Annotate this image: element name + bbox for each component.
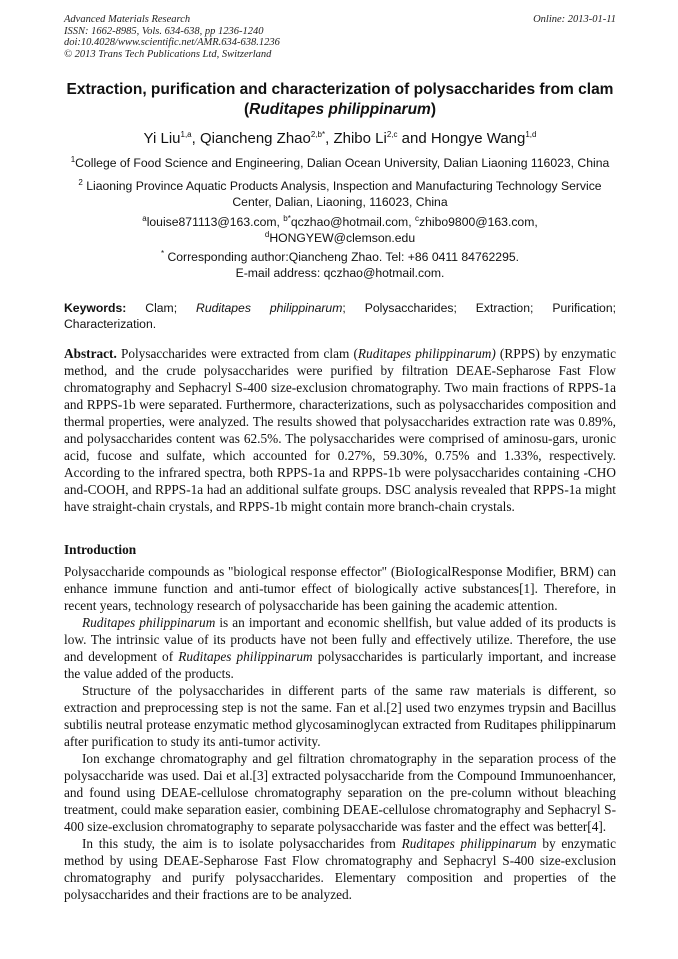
- affiliation-mark: 1: [70, 154, 76, 164]
- online-date: Online: 2013-01-11: [533, 14, 616, 25]
- title-end: ): [430, 101, 437, 118]
- paper-title: [64, 80, 616, 120]
- species-name: Ruditapes philippinarum: [82, 615, 216, 630]
- author-affiliation-mark: 2,b*: [310, 130, 326, 139]
- abstract-text: (RPPS) by enzymatic method, and the crude polysaccharides were purified by filtration DEAE-Sepharose Fast Flow chromatography and Sephacryl S-400 size-exclusion chromatography. Two main fractions of RPPS-1a and RPPS-1b were separated. Furthermore, characterizations, such as polysaccharides composition and thermal properties, were analyzed. The results showed that polysaccharides extraction rate was 0.89%, and polysaccharides content was 62.5%. The polysaccharides were comprised of aminosu-gars, uronic acid, fucose and sulfate, which accounted for 0.27%, 59.30%, 0.75% and 1.33%, respectively. According to the infrared spectra, both RPPS-1a and RPPS-1b were polysaccharides containing -CHO and-COOH, and RPPS-1a had an additional sulfate groups. DSC analysis revealed that RPPS-1a might have straight-chain crystals, and RPPS-1b might contain more branch-chain crystals.: [64, 346, 616, 514]
- corresponding-mark: *: [160, 248, 165, 258]
- paragraph-text: by enzymatic method by using DEAE-Sepharose Fast Flow chromatography and Sephacryl S-400 size-exclusion chromatography and purify polysaccharides. Elementary composition and properties of the polysaccharides and their fractions are to be analyzed.: [64, 836, 616, 902]
- doi-line: doi:10.4028/www.scientific.net/AMR.634-638.1236: [64, 37, 280, 48]
- author-name: and Hongye Wang: [397, 130, 526, 147]
- affiliation-text: College of Food Science and Engineering, Dalian Ocean University, Dalian Liaoning 116023, China: [75, 156, 610, 170]
- title-text: Extraction, purification and characterization of polysaccharides from clam (: [66, 81, 614, 118]
- keywords-text: ; Polysaccharides; Extraction; Purification; Characterization.: [64, 301, 616, 331]
- paragraph: Ion exchange chromatography and gel filtration chromatography in the separation process of the polysaccharide was used. Dai et al.[3] extracted polysaccharide from the Compound Immunoenhancer, and found using DEAE-cellulose chromatography separation on the pre-column without bleaching treatment, could make separation easier, combining DEAE-cellulose chromatography and Sephacryl S-400 size-exclusion chromatography to separate polysaccharide was faster and the effect was better[4].: [64, 751, 616, 834]
- keywords-text: Clam;: [126, 301, 197, 315]
- paragraph: [64, 614, 616, 682]
- email-mark: d: [264, 229, 270, 239]
- author-name: Yi Liu: [143, 130, 181, 147]
- affiliation-1: [64, 155, 616, 171]
- author-list: [64, 129, 616, 149]
- email-mark: a: [142, 213, 147, 223]
- affiliation-text: Liaoning Province Aquatic Products Analysis, Inspection and Manufacturing Technology Service Center, Dalian, Liaoning, 116023, China: [82, 179, 602, 209]
- corresponding-email: E-mail address: qczhao@hotmail.com.: [235, 266, 445, 280]
- affiliation-2: [64, 178, 616, 210]
- keywords-label: Keywords:: [64, 301, 127, 315]
- journal-header: [64, 14, 616, 60]
- abstract-text: Polysaccharides were extracted from clam (: [116, 346, 358, 361]
- paragraph-text: is an important and economic shellfish, but value added of its products is low. The intrinsic value of its products have not been fully and effectively utilize. Therefore, the use and development of: [64, 615, 616, 664]
- keywords: [64, 300, 616, 332]
- corresponding-text: Corresponding author:Qiancheng Zhao. Tel: +86 0411 84762295.: [164, 250, 520, 264]
- keywords-species: Ruditapes philippinarum: [196, 301, 343, 315]
- introduction-body: [64, 563, 616, 903]
- abstract: [64, 345, 616, 515]
- author-name: , Qiancheng Zhao: [191, 130, 311, 147]
- journal-name: Advanced Materials Research: [64, 14, 191, 25]
- paragraph: [64, 835, 616, 903]
- email-address: louise871113@163.com,: [146, 215, 284, 229]
- email-address: qczhao@hotmail.com,: [290, 215, 415, 229]
- paragraph-text: In this study, the aim is to isolate polysaccharides from: [82, 836, 402, 851]
- email-address: HONGYEW@clemson.edu: [269, 231, 416, 245]
- email-mark: b*: [283, 213, 291, 223]
- copyright-line: © 2013 Trans Tech Publications Ltd, Switzerland: [64, 48, 272, 60]
- author-name: , Zhibo Li: [325, 130, 387, 147]
- corresponding-author: [64, 249, 616, 281]
- paragraph: Polysaccharide compounds as "biological response effector" (BioIogicalResponse Modifier, BRM) can enhance immune function and anti-tumor effect of biologically active substances[1]. Therefore, in recent years, technology research of polysaccharide has been gaining the academic attention.: [64, 564, 616, 613]
- abstract-label: Abstract.: [64, 346, 117, 361]
- paragraph-text: polysaccharides is particularly important, and increase the value added of the products.: [64, 649, 616, 681]
- author-emails: [64, 214, 616, 246]
- title-species: Ruditapes philippinarum: [249, 101, 431, 118]
- introduction-heading: Introduction: [64, 542, 137, 557]
- paragraph: Structure of the polysaccharides in different parts of the same raw materials is different, so extraction and preprocessing step is not the same. Fan et al.[2] used two enzymes trypsin and Bacillus subtilis neutral protease enzymatic method glycosaminoglycan extracted from Ruditapes philippinarum after purification to study its anti-tumor activity.: [64, 683, 616, 749]
- email-address: zhibo9800@163.com,: [419, 215, 538, 229]
- species-name: Ruditapes philippinarum: [178, 649, 313, 664]
- affiliation-mark: 2: [78, 177, 83, 187]
- species-name: Ruditapes philippinarum: [401, 836, 537, 851]
- email-mark: c: [415, 213, 419, 223]
- issn-line: ISSN: 1662-8985, Vols. 634-638, pp 1236-1240: [64, 25, 264, 37]
- author-affiliation-mark: 2,c: [386, 130, 398, 139]
- abstract-species: Ruditapes philippinarum): [357, 346, 496, 361]
- author-affiliation-mark: 1,d: [525, 130, 537, 139]
- author-affiliation-mark: 1,a: [180, 130, 192, 139]
